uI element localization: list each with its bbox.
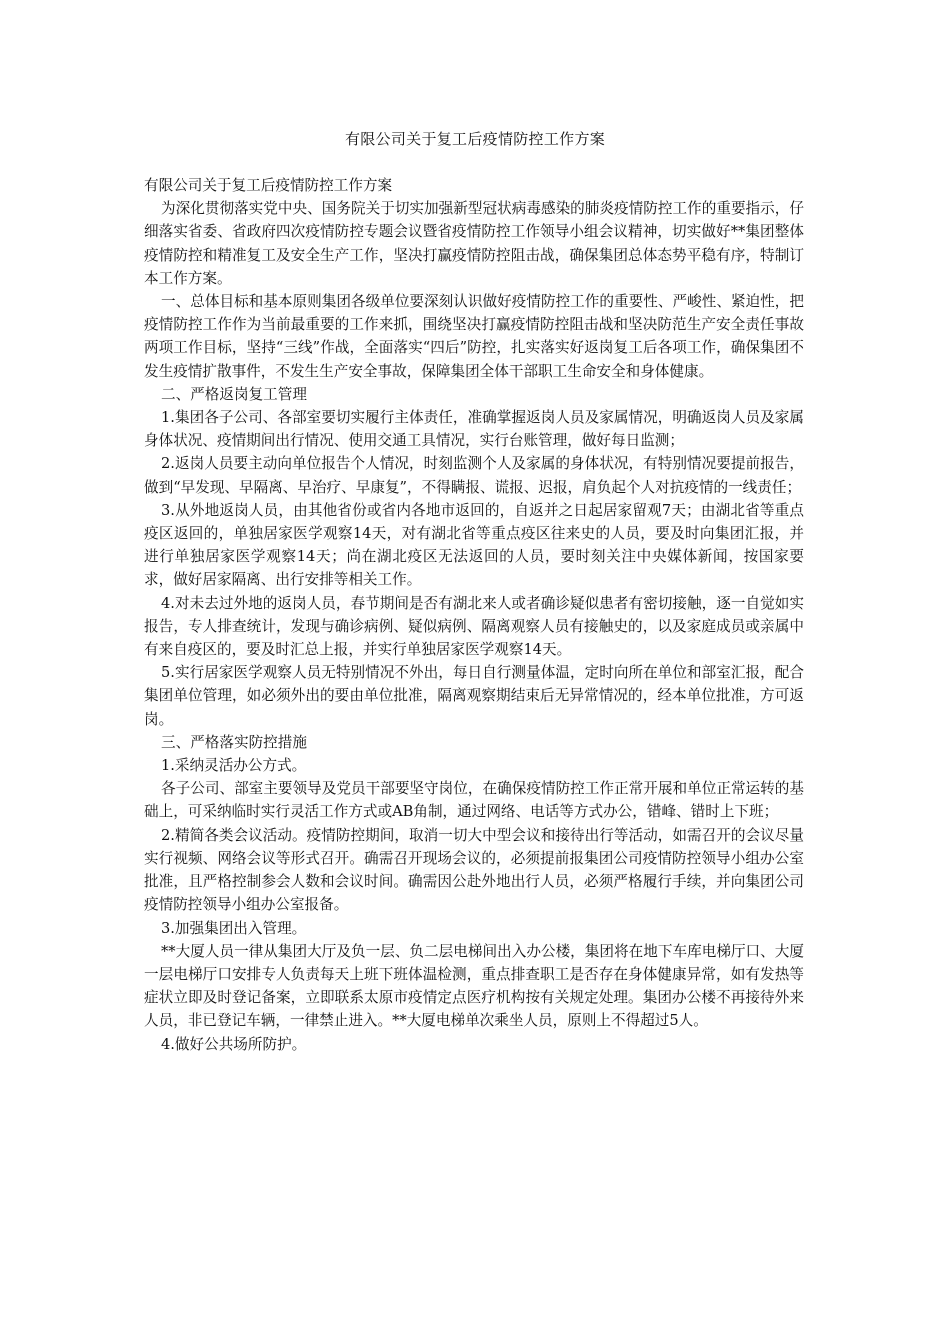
paragraph-intro: 为深化贯彻落实党中央、国务院关于切实加强新型冠状病毒感染的肺炎疫情防控工作的重要指示，仔细落实省委、省政府四次疫情防控专题会议暨省疫情防控工作领导小组会议精神，切实做好**集团整体疫情防控和精准复工及安全生产工作，坚决打赢疫情防控阻击战，确保集团总体态势平稳有序，特制订本工作方案。: [144, 200, 804, 287]
document-subtitle: 有限公司关于复工后疫情防控工作方案: [144, 177, 393, 194]
subheading: 4.做好公共场所防护。: [161, 1035, 307, 1053]
paragraph-item: 各子公司、部室主要领导及党员干部要坚守岗位，在确保疫情防控工作正常开展和单位正常运转的基础上，可采纳临时实行灵活工作方式或AB角制，通过网络、电话等方式办公，错峰、错时上下班；: [144, 780, 804, 821]
paragraph-item: 2.返岗人员要主动向单位报告个人情况，时刻监测个人及家属的身体状况，有特别情况要提前报告，做到“早发现、早隔离、早治疗、早康复”，不得瞒报、谎报、迟报，肩负起个人对抗疫情的一线责任；: [144, 455, 804, 496]
paragraph-item: 1.集团各子公司、各部室要切实履行主体责任，准确掌握返岗人员及家属情况，明确返岗人员及家属身体状况、疫情期间出行情况、使用交通工具情况，实行台账管理，做好每日监测；: [144, 409, 804, 450]
paragraph-item: **大厦人员一律从集团大厅及负一层、负二层电梯间出入办公楼，集团将在地下车库电梯厅口、大厦一层电梯厅口安排专人负责每天上班下班体温检测，重点排查职工是否存在身体健康异常，如有发热等症状立即及时登记备案，立即联系太原市疫情定点医疗机构按有关规定处理。集团办公楼不再接待外来人员，非已登记车辆，一律禁止进入。**大厦电梯单次乘坐人员，原则上不得超过5人。: [144, 942, 804, 1030]
document-body: [144, 174, 804, 1056]
section-heading-3: 三、严格落实防控措施: [161, 733, 307, 751]
paragraph-item: 3.从外地返岗人员，由其他省份或省内各地市返回的，自返并之日起居家留观7天；由湖北省等重点疫区返回的，单独居家医学观察14天，对有湖北省等重点疫区往来史的人员，要及时向集团汇报，并进行单独居家医学观察14天；尚在湖北疫区无法返回的人员，要时刻关注中央媒体新闻，按国家要求，做好居家隔离、出行安排等相关工作。: [144, 501, 804, 589]
paragraph-item: 2.精简各类会议活动。疫情防控期间，取消一切大中型会议和接待出行等活动，如需召开的会议尽量实行视频、网络会议等形式召开。确需召开现场会议的，必须提前报集团公司疫情防控领导小组办公室批准，且严格控制参会人数和会议时间。确需因公赴外地出行人员，必须严格履行手续，并向集团公司疫情防控领导小组办公室报备。: [144, 826, 804, 914]
subheading: 3.加强集团出入管理。: [161, 919, 307, 937]
paragraph-item: 5.实行居家医学观察人员无特别情况不外出，每日自行测量体温，定时向所在单位和部室汇报，配合集团单位管理，如必须外出的要由单位批准，隔离观察期结束后无异常情况的，经本单位批准，方可返岗。: [144, 664, 804, 728]
section-heading-2: 二、严格返岗复工管理: [161, 385, 307, 403]
subheading: 1.采纳灵活办公方式。: [161, 757, 307, 775]
page-title: 有限公司关于复工后疫情防控工作方案: [344, 130, 606, 148]
paragraph-item: 4.对未去过外地的返岗人员，春节期间是否有湖北来人或者确诊疑似患者有密切接触，逐一自觉如实报告，专人排查统计，发现与确诊病例、疑似病例、隔离观察人员有接触史的，以及家庭成员或亲属中有来自疫区的，要及时汇总上报，并实行单独居家医学观察14天。: [144, 594, 804, 659]
paragraph-section-1: 一、总体目标和基本原则集团各级单位要深刻认识做好疫情防控工作的重要性、严峻性、紧迫性，把疫情防控工作作为当前最重要的工作来抓，围绕坚决打赢疫情防控阻击战和坚决防范生产安全责任事故两项工作目标，坚持“三线”作战，全面落实“四后”防控，扎实落实好返岗复工后各项工作，确保集团不发生疫情扩散事件，不发生生产安全事故，保障集团全体干部职工生命安全和身体健康。: [144, 293, 804, 380]
